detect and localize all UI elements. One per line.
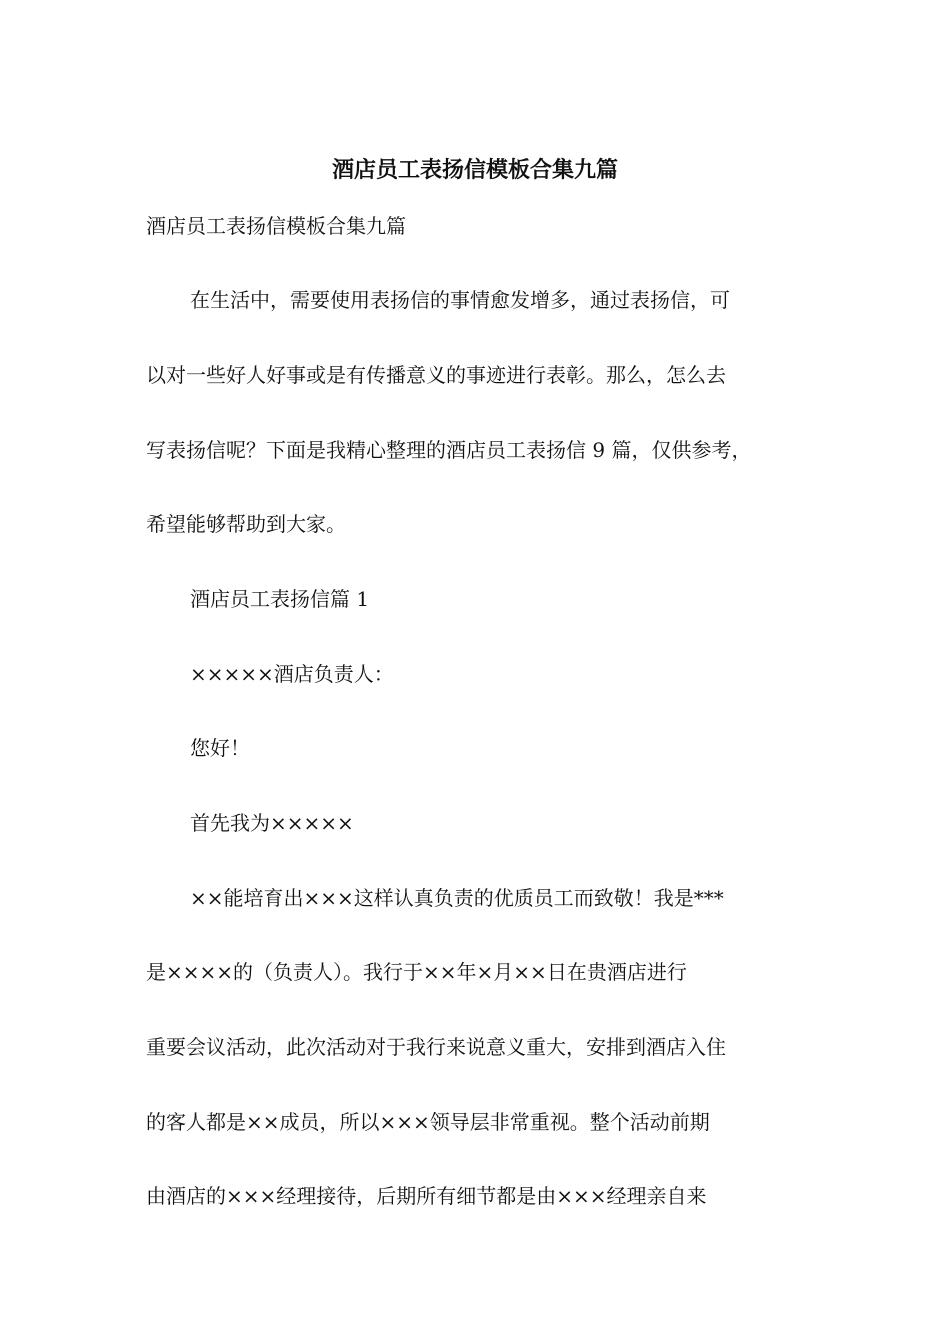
paragraph-line: 在生活中，需要使用表扬信的事情愈发增多，通过表扬信，可	[190, 288, 730, 312]
paragraph-line: ××能培育出×××这样认真负责的优质员工而致敬！我是***	[190, 886, 724, 910]
paragraph-line: 由酒店的×××经理接待，后期所有细节都是由×××经理亲自来	[146, 1184, 707, 1208]
greeting-line: 您好！	[190, 736, 250, 760]
paragraph-line: 以对一些好人好事或是有传播意义的事迹进行表彰。那么，怎么去	[146, 363, 726, 387]
section-heading: 酒店员工表扬信篇 1	[190, 587, 370, 611]
subtitle-line: 酒店员工表扬信模板合集九篇	[146, 214, 406, 238]
salutation-line: ×××××酒店负责人：	[190, 662, 394, 686]
paragraph-line: 首先我为×××××	[190, 811, 354, 835]
paragraph-line: 的客人都是××成员，所以×××领导层非常重视。整个活动前期	[146, 1110, 710, 1134]
paragraph-line: 希望能够帮助到大家。	[146, 512, 346, 536]
paragraph-line: 重要会议活动，此次活动对于我行来说意义重大，安排到酒店入住	[146, 1035, 726, 1059]
document-title: 酒店员工表扬信模板合集九篇	[331, 157, 618, 183]
paragraph-line: 写表扬信呢？下面是我精心整理的酒店员工表扬信 9 篇，仅供参考，	[146, 438, 752, 462]
paragraph-line: 是××××的（负责人）。我行于××年×月××日在贵酒店进行	[146, 960, 687, 984]
